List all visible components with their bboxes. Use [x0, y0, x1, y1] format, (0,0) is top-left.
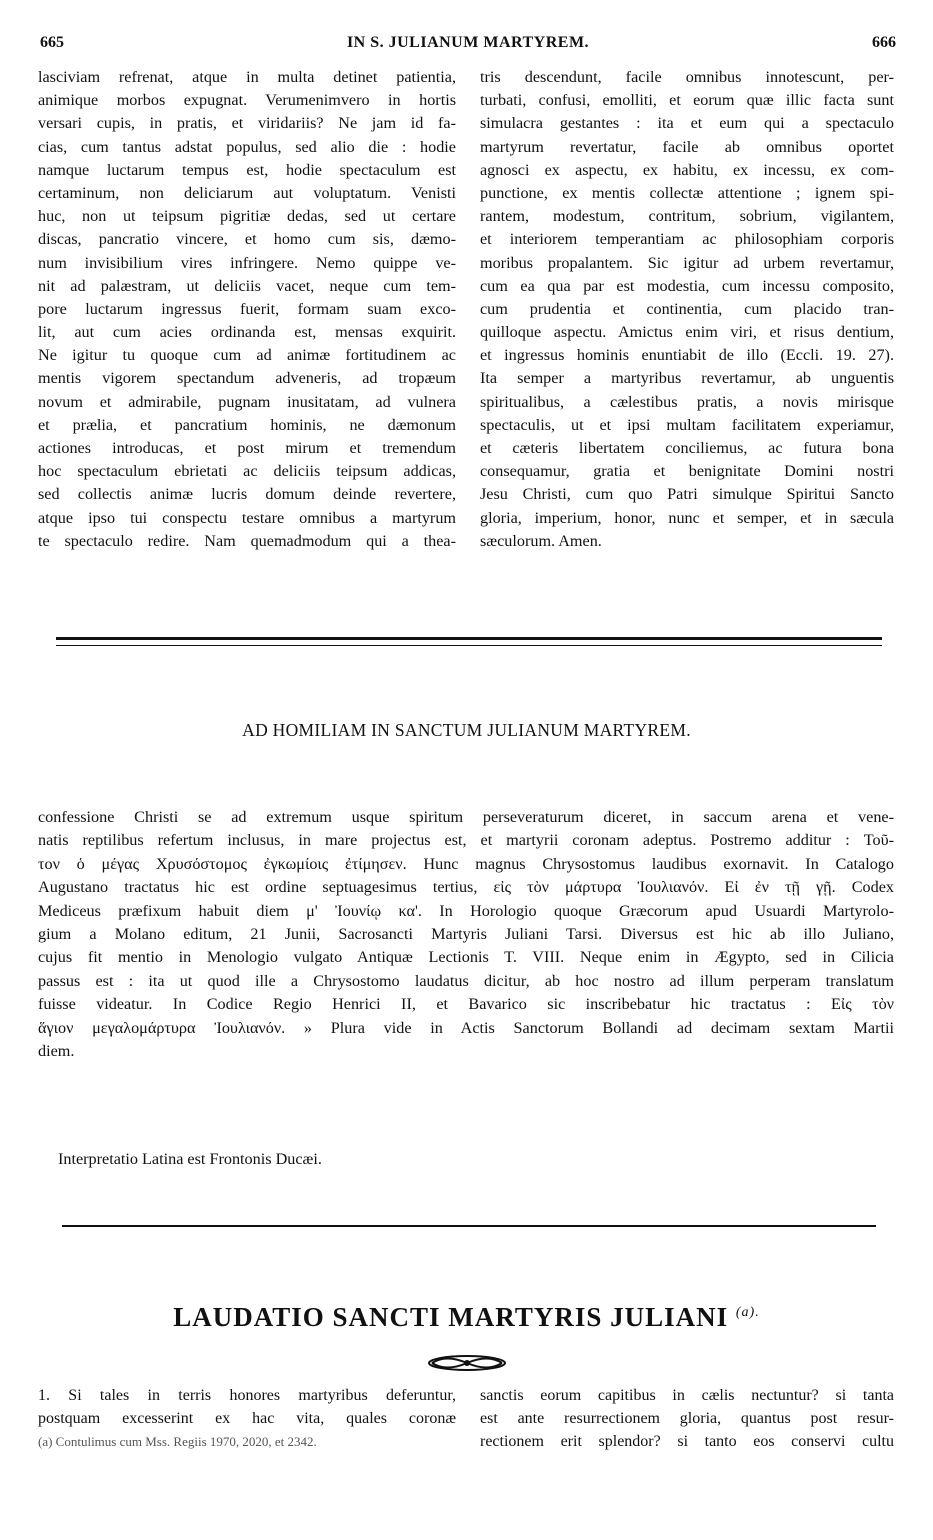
text-line: est ante resurrectionem gloria, quantus post resur- — [480, 1410, 894, 1427]
text-line: et cæteris libertatem conciliemus, ac futura bona — [480, 439, 894, 457]
text-line: spectaculis, ut et ipsi multam facilitatem experiamur, — [480, 415, 894, 434]
text-line: atque ipso tui conspectu testare omnibus a martyrum — [38, 508, 456, 527]
note-line: cujus fit mentio in Menologio vulgato Antiquæ Lectionis T. VIII. Neque enim in Ægypto, sed in Cilicia — [38, 948, 894, 967]
note-line: diem. — [38, 1041, 75, 1060]
text-line: huc, non ut teipsum pigritiæ dedas, sed ut certare — [38, 207, 456, 226]
text-line: num invisibilium vires infringere. Nemo quippe ve- — [38, 253, 456, 272]
page-number-right: 666 — [872, 34, 896, 51]
text-line: sed collectis animæ lucris domum deinde revertere, — [38, 485, 456, 504]
text-column-left — [38, 66, 456, 553]
main-title — [0, 1302, 933, 1333]
text-line: consequamur, gratia et benignitate Domini nostri — [480, 462, 894, 481]
ornament-icon — [426, 1352, 508, 1374]
text-line: sæculorum. Amen. — [480, 531, 602, 550]
page-number-left: 665 — [40, 34, 64, 51]
main-title-note-ref: (a). — [735, 1305, 760, 1320]
text-line: pore luctarum ingressus fuerit, formam suam exco- — [38, 299, 456, 318]
divider-rule-upper — [56, 637, 882, 640]
text-line: te spectaculo redire. Nam quemadmodum qui a thea- — [38, 531, 456, 550]
text-line: Jesu Christi, cum quo Patri simulque Spiritui Sancto — [480, 485, 894, 504]
bottom-column-right — [480, 1384, 894, 1453]
section-heading: AD HOMILIAM IN SANCTUM JULIANUM MARTYREM. — [242, 720, 691, 740]
bottom-column-left — [38, 1384, 456, 1453]
main-title-text: LAUDATIO SANCTI MARTYRIS JULIANI — [173, 1302, 729, 1332]
note-line: τον ὁ μέγας Χρυσόστομος ἐγκωμίοις ἐτίμησεν. Hunc magnus Chrysostomus laudibus exornavit. In Catalogo — [38, 854, 894, 873]
note-line: confessione Christi se ad extremum usque spiritum perseveraturum diceret, in saccum arena et vene- — [38, 808, 894, 826]
note-line: Augustano tractatus hic est ordine septuagesimus tertius, εἰς τὸν μάρτυρα Ἰουλιανόν. Εἰ ἐν τῇ γῇ. Codex — [38, 878, 894, 897]
note-line: fuisse videatur. In Codice Regio Henrici II, et Bavarico sic inscribebatur hic tractatus : Εἰς τὸν — [38, 995, 894, 1014]
text-line: lit, aut cum acies ordinanda est, mensas exquirit. — [38, 323, 456, 342]
text-line: cias, cum tantus adstat populus, sed alio die : hodie — [38, 137, 456, 156]
text-column-right — [480, 66, 894, 553]
text-line: sanctis eorum capitibus in cælis nectuntur? si tanta — [480, 1387, 894, 1404]
text-line: postquam excesserint ex hac vita, quales coronæ — [38, 1410, 456, 1427]
divider-rule-lower — [62, 1225, 876, 1227]
note-line: ἅγιον μεγαλομάρτυρα Ἰουλιανόν. » Plura vide in Actis Sanctorum Bollandi ad decimam sextam Martii — [38, 1018, 894, 1037]
text-line: hoc spectaculum ebrietati ac deliciis teipsum addicas, — [38, 462, 456, 481]
note-line: passus est : ita ut quod ille a Chrysostomo laudatus dicitur, ab hoc nostro ad illum perperam translatum — [38, 971, 894, 990]
text-line: agnosci ex aspectu, ex habitu, ex incessu, ex com- — [480, 160, 894, 179]
running-title: IN S. JULIANUM MARTYREM. — [346, 34, 590, 51]
note-paragraph — [38, 806, 894, 1063]
text-line: mentis vigorem spectandum adveneris, ad tropæum — [38, 369, 456, 388]
text-line: Ne igitur tu quoque cum ad animæ fortitudinem ac — [38, 346, 456, 365]
note-line: gium a Molano editum, 21 Junii, Sacrosancti Martyris Juliani Tarsi. Diversus est hic ab illo Juliano, — [38, 924, 894, 943]
footnote: (a) Contulimus cum Mss. Regiis 1970, 2020, et 2342. — [38, 1434, 317, 1449]
text-line: rectionem erit splendor? si tanto eos conservi cultu — [480, 1433, 894, 1450]
text-line: certaminum, non deliciarum aut voluptatum. Venisti — [38, 183, 456, 202]
text-line: actiones introducas, et post mirum et tremendum — [38, 439, 456, 457]
note-line: natis reptilibus refertum inclusus, in mare projectus est, et martyrii coronam adeptus. Postremo additur : Τοῦ- — [38, 831, 894, 850]
text-line: versari cupis, in pratis, et viridariis? Ne jam id fa- — [38, 114, 456, 133]
text-line: punctione, ex mentis collectæ attentione ; ignem spi- — [480, 183, 894, 202]
text-line: cum ea qua par est modestia, cum incessu composito, — [480, 276, 894, 295]
divider-rule-upper-thin — [56, 645, 882, 646]
text-line: et prælia, et pancratium hominis, ne dæmonum — [38, 415, 456, 434]
note-line: Mediceus præfixum habuit diem μ' Ἰουνίῳ κα'. In Horologio quoque Græcorum apud Usuardi Martyrolo- — [38, 901, 894, 920]
translator-credit: Interpretatio Latina est Frontonis Ducæi. — [58, 1150, 322, 1168]
text-line: quilloque aspectu. Amictus enim viri, et risus dentium, — [480, 323, 894, 342]
text-line: et ingressus hominis enuntiabit de illo (Eccli. 19. 27). — [480, 346, 894, 365]
text-line: moribus propalantem. Sic igitur ad urbem revertamur, — [480, 253, 894, 272]
text-line: tris descendunt, facile omnibus innotescunt, per- — [480, 68, 894, 86]
text-line: rantem, modestum, contritum, sobrium, vigilantem, — [480, 207, 894, 226]
text-line: animique morbos expugnat. Verumenimvero in hortis — [38, 91, 456, 110]
text-line: 1. Si tales in terris honores martyribus deferuntur, — [38, 1387, 456, 1404]
text-line: et interiorem temperantiam ac philosophiam corporis — [480, 230, 894, 249]
text-line: simulacra gestantes : ita et eum qui a spectaculo — [480, 114, 894, 133]
text-line: namque luctarum tempus est, hodie spectaculum est — [38, 160, 456, 179]
text-line: martyrum revertatur, facile ab omnibus oportet — [480, 137, 894, 156]
text-line: nit ad palæstram, ut deliciis vacet, neque cum tem- — [38, 276, 456, 295]
text-line: discas, pancratio vincere, et homo cum sis, dæmo- — [38, 230, 456, 249]
text-line: spiritualibus, a cælestibus pratis, a novis mirisque — [480, 392, 894, 411]
page-header — [40, 34, 896, 58]
text-line: cum prudentia et continentia, cum placido tran- — [480, 299, 894, 318]
text-line: lasciviam refrenat, atque in multa detinet patientia, — [38, 68, 456, 86]
text-line: gloria, imperium, honor, nunc et semper, et in sæcula — [480, 508, 894, 527]
text-line: novum et admirabile, pugnam inusitatam, ad vulnera — [38, 392, 456, 411]
text-line: Ita semper a martyribus revertamur, ab unguentis — [480, 369, 894, 388]
text-line: turbati, confusi, emolliti, et eorum quæ illic facta sunt — [480, 91, 894, 110]
